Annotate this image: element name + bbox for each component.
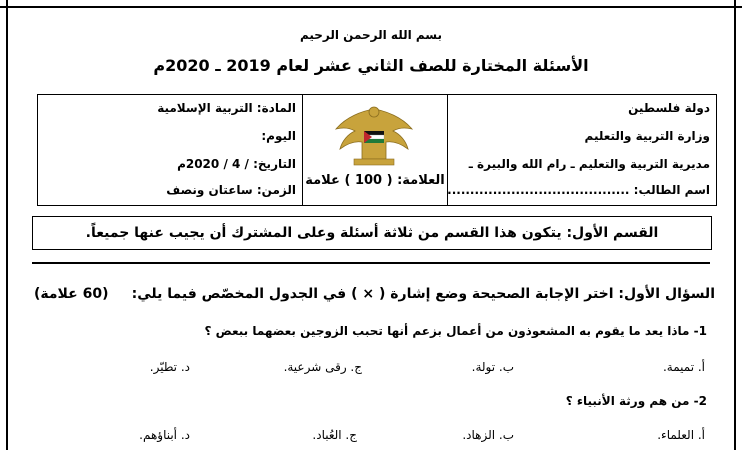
section-instructions: القسم الأول: يتكون هذا القسم من ثلاثة أسئلة وعلى المشترك أن يجيب عنها جميعاً. <box>32 216 712 250</box>
question-1-marks: (60 علامة) <box>34 286 109 302</box>
header-state: دولة فلسطين <box>628 101 710 115</box>
header-date: التاريخ: / 4 / 2020م <box>177 157 296 171</box>
palestine-eagle-emblem-icon <box>322 101 426 169</box>
question-1-heading: السؤال الأول: اختر الإجابة الصحيحة وضع إشارة ( × ) في الجدول المخصّص فيما يلي: <box>131 286 715 302</box>
answer-option[interactable]: أ. العلماء. <box>657 428 705 442</box>
header-day: اليوم: <box>261 129 296 143</box>
answer-option[interactable]: ب. تولة. <box>471 360 514 374</box>
student-name-field[interactable]: اسم الطالب: ........................................ <box>447 183 710 197</box>
header-middle-column <box>302 95 448 205</box>
header-left-column <box>38 95 303 205</box>
header-duration: الزمن: ساعتان ونصف <box>166 183 296 197</box>
answer-option[interactable]: ج. رقى شرعية. <box>283 360 362 374</box>
answer-option[interactable]: أ. تميمة. <box>662 360 705 374</box>
basmala: بسم الله الرحمن الرحيم <box>299 28 443 42</box>
question-item-2: 2- من هم ورثة الأنبياء ؟ <box>565 394 707 408</box>
header-subject: المادة: التربية الإسلامية <box>157 101 296 115</box>
answer-option[interactable]: د. تطيّر. <box>149 360 190 374</box>
header-box <box>37 94 717 206</box>
answer-option[interactable]: ب. الزهاد. <box>462 428 514 442</box>
exam-grade: العلامة: ( 100 ) علامة <box>305 173 445 188</box>
answer-option[interactable]: ج. العُباد. <box>312 428 357 442</box>
answer-option[interactable]: د. أبناؤهم. <box>139 428 190 442</box>
header-ministry: وزارة التربية والتعليم <box>584 129 710 143</box>
section-divider <box>32 262 710 264</box>
question-item-1: 1- ماذا يعد ما يقوم به المشعوذون من أعمال بزعم أنها تحبب الزوجين بعضهما ببعض ؟ <box>204 324 707 338</box>
header-directorate: مديرية التربية والتعليم ـ رام الله والبيرة ـ <box>468 157 710 171</box>
page-border-top <box>0 0 742 8</box>
exam-title: الأسئلة المختارة للصف الثاني عشر لعام 2019 ـ 2020م <box>153 56 589 75</box>
header-right-column <box>447 95 716 205</box>
